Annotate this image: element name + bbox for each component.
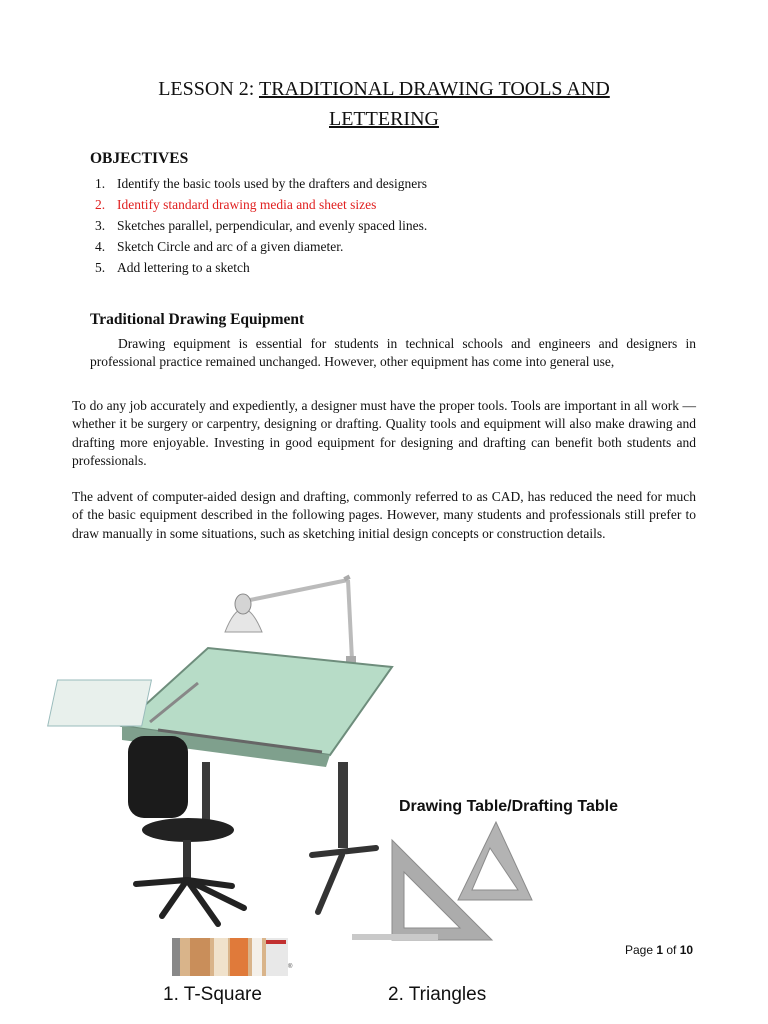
objective-number: 2.	[95, 197, 106, 212]
objective-number: 1.	[95, 176, 106, 191]
objective-text: Identify the basic tools used by the drafters and designers	[117, 176, 428, 191]
objective-number: 4.	[95, 239, 106, 254]
page-number	[625, 943, 693, 957]
objective-number: 5.	[95, 260, 106, 275]
objective-text: Add lettering to a sketch	[117, 260, 250, 275]
equipment-paragraph-3: The advent of computer-aided design and drafting, commonly referred to as CAD, has reduced the need for much of the basic equipment described in the following pages. However, many students and professionals still prefer to draw manually in some situations, such as sketching initial design concepts or construction details.	[72, 489, 696, 541]
page-total: 10	[679, 943, 694, 957]
equipment-paragraph-2: To do any job accurately and expediently, a designer must have the proper tools. Tools are important in all work — whether it be surgery or carpentry, designing or drafting. Quality tools and equipment will also make drawing and drafting more enjoyable. Investing in good equipment for designing and drafting can benefit both students and professionals.	[72, 398, 696, 468]
t-square-caption: 1. T-Square	[163, 984, 262, 1005]
office-chair-image	[128, 736, 244, 924]
objective-text: Sketch Circle and arc of a given diameter.	[117, 239, 344, 254]
lesson-title-main-line2: LETTERING	[329, 108, 439, 130]
triangles-image	[352, 822, 532, 940]
svg-text:®: ®	[288, 964, 293, 970]
page-current: 1	[656, 943, 664, 957]
equipment-paragraph-1: Drawing equipment is essential for students in technical schools and engineers and designers in professional practice remained unchanged. However, other equipment has come into general use,	[90, 336, 696, 370]
objectives-heading: OBJECTIVES	[90, 150, 189, 167]
drawing-table-caption: Drawing Table/Drafting Table	[399, 798, 618, 815]
lesson-title-prefix: LESSON 2:	[158, 78, 259, 100]
equipment-heading: Traditional Drawing Equipment	[90, 311, 305, 328]
objective-text: Identify standard drawing media and sheet sizes	[117, 197, 377, 212]
drafting-table-image	[48, 648, 392, 912]
objective-number: 3.	[95, 218, 106, 233]
page-of: of	[663, 943, 680, 957]
page-label: Page	[625, 943, 657, 957]
triangles-caption: 2. Triangles	[388, 984, 487, 1005]
t-square-image	[172, 938, 293, 976]
lesson-title-main-line1: TRADITIONAL DRAWING TOOLS AND	[258, 78, 610, 100]
objective-text: Sketches parallel, perpendicular, and evenly spaced lines.	[117, 218, 428, 233]
